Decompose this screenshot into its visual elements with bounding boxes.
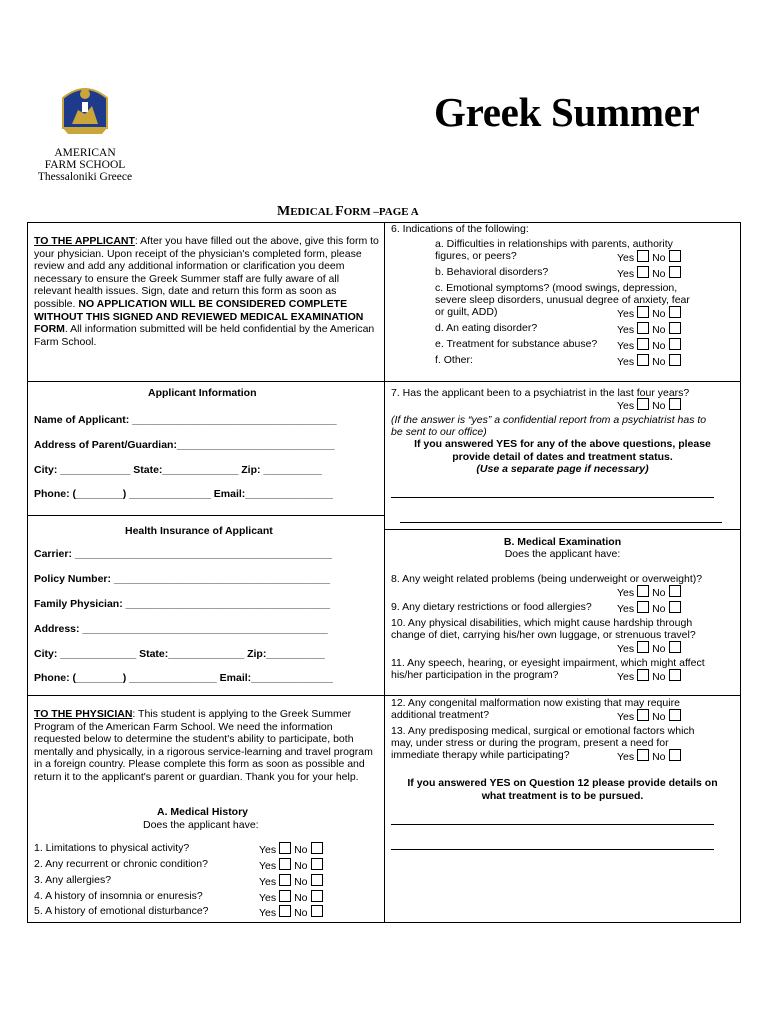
exam-heading: B. Medical Examination (503, 536, 622, 548)
physician-note-lead: TO THE PHYSICIAN (34, 708, 133, 720)
no-checkbox[interactable] (311, 842, 323, 854)
no-label: No (294, 844, 308, 856)
no-checkbox[interactable] (311, 858, 323, 870)
no-checkbox[interactable] (669, 266, 681, 278)
policy-number-field[interactable]: Policy Number: _____________________________________ (34, 573, 330, 585)
yes-checkbox[interactable] (637, 354, 649, 366)
no-label: No (652, 671, 666, 683)
yes-checkbox[interactable] (279, 874, 291, 886)
yes-checkbox[interactable] (279, 858, 291, 870)
no-label: No (652, 711, 666, 723)
carrier-field[interactable]: Carrier: ____________________________________________ (34, 548, 332, 560)
form-title-c: F (335, 204, 344, 219)
section-divider-4 (385, 529, 740, 530)
no-checkbox[interactable] (669, 749, 681, 761)
yes-label: Yes (259, 892, 277, 904)
yes-checkbox[interactable] (637, 250, 649, 262)
q13-line3: immediate therapy while participating? (391, 749, 570, 761)
q7-bold-line3: (Use a separate page if necessary) (476, 463, 649, 475)
page-title: Greek Summer (434, 89, 700, 135)
physician-note (34, 708, 379, 784)
yes-no-group (259, 842, 323, 856)
yes-no-group (617, 398, 681, 412)
yes-label: Yes (259, 876, 277, 888)
yes-no-group (617, 749, 681, 763)
q7-label: 7. Has the applicant been to a psychiatrist in the last four years? (391, 387, 690, 399)
q12-line2: additional treatment? (391, 709, 490, 721)
history-item: 5. A history of emotional disturbance? (34, 905, 209, 917)
q6a-line1: a. Difficulties in relationships with parents, authority (435, 238, 673, 250)
yes-no-group (617, 669, 681, 683)
yes-checkbox[interactable] (637, 266, 649, 278)
yes-checkbox[interactable] (637, 641, 649, 653)
no-checkbox[interactable] (669, 669, 681, 681)
yes-checkbox[interactable] (637, 322, 649, 334)
no-label: No (652, 308, 666, 320)
form-title-d: ORM –PAGE A (343, 206, 419, 218)
history-item: 4. A history of insomnia or enuresis? (34, 890, 203, 902)
no-checkbox[interactable] (669, 338, 681, 350)
history-item: 1. Limitations to physical activity? (34, 842, 190, 854)
form-title-b: EDICAL (290, 206, 336, 218)
yes-checkbox[interactable] (637, 398, 649, 410)
section-divider-2 (27, 515, 385, 516)
no-checkbox[interactable] (669, 250, 681, 262)
yes-label: Yes (617, 268, 635, 280)
no-checkbox[interactable] (311, 905, 323, 917)
q13-bold-line2: what treatment is to be pursued. (481, 790, 644, 802)
no-checkbox[interactable] (669, 585, 681, 597)
yes-checkbox[interactable] (637, 749, 649, 761)
q6b-label: b. Behavioral disorders? (435, 266, 549, 278)
no-label: No (652, 603, 666, 615)
yes-checkbox[interactable] (279, 905, 291, 917)
yes-no-group (617, 601, 681, 615)
no-checkbox[interactable] (311, 874, 323, 886)
yes-no-group (617, 641, 681, 655)
no-label: No (652, 252, 666, 264)
column-divider (384, 222, 385, 922)
q13-line2: may, under stress or during the program, present a need for (391, 737, 669, 749)
applicant-info-heading: Applicant Information (148, 387, 257, 399)
no-label: No (652, 643, 666, 655)
q13-bold-line1: If you answered YES on Question 12 please provide details on (407, 777, 718, 789)
no-label: No (294, 876, 308, 888)
q6c-line2: severe sleep disorders, unusual degree of anxiety, fear (435, 294, 690, 306)
q12-line1: 12. Any congenital malformation now existing that may require (391, 697, 680, 709)
logo-line-2: FARM SCHOOL (44, 159, 126, 171)
yes-no-group (259, 905, 323, 919)
no-label: No (652, 400, 666, 412)
no-label: No (294, 907, 308, 919)
name-field[interactable]: Name of Applicant: ___________________________________ (34, 414, 337, 426)
exam-sub: Does the applicant have: (504, 548, 621, 560)
q6c-line1: c. Emotional symptoms? (mood swings, depression, (435, 282, 678, 294)
physician-note-text: : This student is applying to the Greek Summer Program of the American Farm School. We need the information requested below to determine the student's ability to participate, both mentally and physically, in a rigorous service-learning and travel program in a foreign country. Please complete this form as soon as possible and return it to the applicant's parent or guardian. Thank you for your help. (34, 708, 373, 783)
q6a-line2: figures, or peers? (435, 250, 517, 262)
yes-no-group (617, 354, 681, 368)
yes-label: Yes (259, 907, 277, 919)
q6c-line3: or guilt, ADD) (435, 306, 498, 318)
no-label: No (652, 751, 666, 763)
yes-label: Yes (617, 643, 635, 655)
q13-line1: 13. Any predisposing medical, surgical or emotional factors which (391, 725, 695, 737)
physician-address-field[interactable]: Address: __________________________________________ (34, 623, 328, 635)
yes-label: Yes (259, 860, 277, 872)
yes-no-group (259, 858, 323, 872)
yes-checkbox[interactable] (637, 601, 649, 613)
no-label: No (294, 892, 308, 904)
yes-checkbox[interactable] (279, 842, 291, 854)
no-label: No (652, 324, 666, 336)
phone-email-field[interactable]: Phone: (________) ______________ Email:_______________ (34, 488, 333, 500)
applicant-note-lead: TO THE APPLICANT (34, 235, 135, 247)
family-physician-field[interactable]: Family Physician: ___________________________________ (34, 598, 331, 610)
no-label: No (652, 340, 666, 352)
yes-label: Yes (617, 356, 635, 368)
q7-bold-line2: provide detail of dates and treatment status. (452, 451, 673, 463)
q10-line1: 10. Any physical disabilities, which might cause hardship through (391, 617, 693, 629)
no-checkbox[interactable] (669, 354, 681, 366)
yes-label: Yes (617, 711, 635, 723)
q7-note-line1: (If the answer is “yes” a confidential report from a psychiatrist has to (391, 414, 707, 426)
yes-no-group (617, 322, 681, 336)
yes-label: Yes (617, 252, 635, 264)
q6f-label: f. Other: (435, 354, 473, 366)
q7-bold-line1: If you answered YES for any of the above questions, please (414, 438, 711, 450)
yes-label: Yes (617, 671, 635, 683)
no-checkbox[interactable] (669, 641, 681, 653)
yes-checkbox[interactable] (637, 306, 649, 318)
yes-no-group (617, 585, 681, 599)
q11-line1: 11. Any speech, hearing, or eyesight impairment, which might affect (391, 657, 705, 669)
guardian-address-field[interactable]: Address of Parent/Guardian:___________________________ (34, 439, 335, 451)
no-checkbox[interactable] (669, 306, 681, 318)
q11-line2: his/her participation in the program? (391, 669, 559, 681)
q9-label: 9. Any dietary restrictions or food allergies? (391, 601, 592, 613)
answer-line[interactable] (391, 849, 714, 850)
no-label: No (652, 587, 666, 599)
physician-city-field[interactable]: City: _____________ State:_____________ Zip:__________ (34, 648, 325, 660)
yes-label: Yes (617, 603, 635, 615)
no-label: No (294, 860, 308, 872)
yes-label: Yes (617, 308, 635, 320)
yes-label: Yes (617, 340, 635, 352)
yes-no-group (259, 890, 323, 904)
applicant-note-text2: . All information submitted will be held confidential by the American Farm School. (34, 323, 375, 348)
logo-line-1: AMERICAN (54, 147, 116, 159)
yes-label: Yes (617, 324, 635, 336)
physician-phone-field[interactable]: Phone: (________) _______________ Email:______________ (34, 672, 333, 684)
no-checkbox[interactable] (669, 322, 681, 334)
school-logo (30, 84, 140, 183)
yes-checkbox[interactable] (637, 338, 649, 350)
yes-checkbox[interactable] (279, 890, 291, 902)
history-item: 2. Any recurrent or chronic condition? (34, 858, 208, 870)
q7-note-line2: be sent to our office) (391, 426, 487, 438)
section-divider-3 (27, 695, 740, 696)
no-label: No (652, 356, 666, 368)
yes-checkbox[interactable] (637, 585, 649, 597)
history-item: 3. Any allergies? (34, 874, 112, 886)
no-label: No (652, 268, 666, 280)
answer-line[interactable] (391, 497, 714, 498)
yes-no-group (617, 709, 681, 723)
form-title-a: M (277, 204, 291, 219)
yes-label: Yes (617, 587, 635, 599)
no-checkbox[interactable] (669, 601, 681, 613)
section-divider-1 (27, 381, 740, 382)
applicant-note-text1: : After you have filled out the above, give this form to your physician. Upon receipt of the physician's completed form, please review and add any additional information or clarification you deem necessary to ensure the Greek Summer staff are fully aware of all relevant health issues. Sign, date and return this form as soon as possible. (34, 235, 379, 310)
applicant-note-bold: NO APPLICATION WILL BE CONSIDERED COMPLETE WITHOUT THIS SIGNED AND REVIEWED MEDICAL EXAMINATION FORM (34, 297, 364, 336)
yes-no-group (617, 266, 681, 280)
answer-line[interactable] (391, 824, 714, 825)
yes-checkbox[interactable] (637, 709, 649, 721)
no-checkbox[interactable] (669, 398, 681, 410)
yes-no-group (259, 874, 323, 888)
no-checkbox[interactable] (669, 709, 681, 721)
medical-history-sub: Does the applicant have: (143, 819, 259, 831)
logo-emblem-icon (30, 84, 140, 144)
q6d-label: d. An eating disorder? (435, 322, 538, 334)
yes-label: Yes (259, 844, 277, 856)
medical-history-heading: A. Medical History (157, 806, 249, 818)
no-checkbox[interactable] (311, 890, 323, 902)
insurance-heading: Health Insurance of Applicant (125, 525, 273, 537)
city-state-zip-field[interactable]: City: ____________ State:_____________ Zip: __________ (34, 464, 322, 476)
logo-line-3: Thessaloniki Greece (37, 171, 133, 183)
answer-line[interactable] (400, 522, 722, 523)
q10-line2: change of diet, carrying his/her own luggage, or strenuous travel? (391, 629, 696, 641)
q6e-label: e. Treatment for substance abuse? (435, 338, 598, 350)
yes-label: Yes (617, 400, 635, 412)
yes-no-group (617, 306, 681, 320)
form-title (277, 204, 419, 220)
yes-no-group (617, 250, 681, 264)
applicant-note (34, 235, 379, 348)
q8-label: 8. Any weight related problems (being underweight or overweight)? (391, 573, 703, 585)
q6-label: 6. Indications of the following: (391, 223, 529, 235)
yes-label: Yes (617, 751, 635, 763)
yes-checkbox[interactable] (637, 669, 649, 681)
yes-no-group (617, 338, 681, 352)
